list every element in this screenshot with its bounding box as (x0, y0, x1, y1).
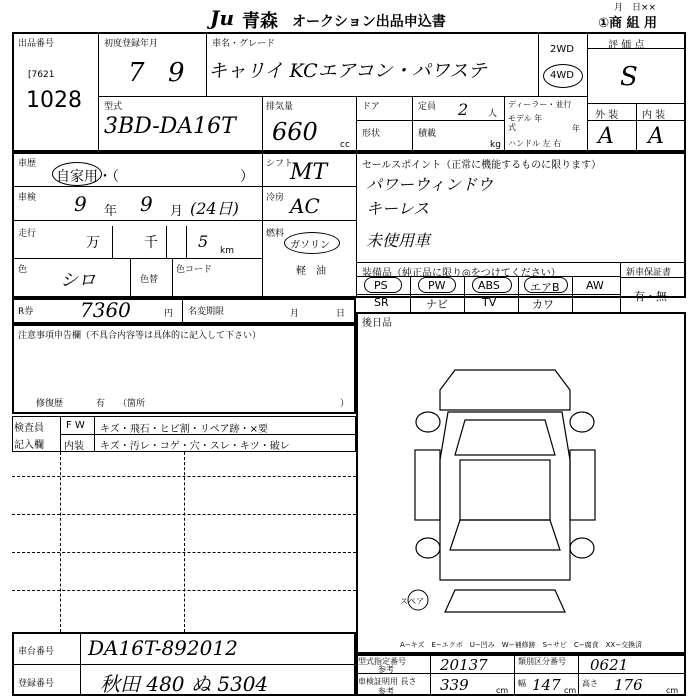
inspection-day: (24日) (190, 199, 239, 218)
form-title: オークション出品申込書 (292, 14, 446, 30)
interior-label: 内 装 (642, 110, 666, 121)
rear-right-wheel (570, 538, 594, 558)
cab-roof (460, 460, 550, 520)
windshield (455, 420, 555, 455)
length-unit: cm (496, 686, 509, 695)
name-change-day: 日 (336, 309, 346, 319)
sales-point-3: 未使用車 (366, 231, 431, 250)
fuel-diesel: 軽 油 (296, 266, 326, 277)
color-code-label: 色コード (176, 265, 213, 275)
brand-name: 青森 (242, 11, 278, 32)
rear-view-outline (445, 590, 565, 612)
model-year-unit: 年 (572, 124, 580, 133)
interior-row-label: 内装 (64, 441, 84, 452)
mileage-label: 走行 (18, 229, 37, 239)
plate-label: 登録番号 (18, 679, 55, 689)
equip-abs: ABS (478, 279, 500, 292)
dealer-label: ディーラー・並行 (508, 100, 572, 109)
notes-label: 注意事項申告欄（不具合内容等は具体的に記入して下さい） (18, 331, 262, 341)
history-value: 自家用・（ (56, 169, 119, 185)
model-year-label: モデル 年 式 (508, 114, 543, 132)
private-use-circle (52, 162, 102, 186)
color-label: 色 (18, 265, 28, 275)
color-change-label: 色替 (140, 275, 159, 285)
designation-value: 20137 (440, 656, 488, 674)
sales-point-2: キーレス (366, 199, 430, 218)
fw-label: F W (66, 420, 85, 431)
mileage-hundreds: 5 (198, 232, 209, 251)
fw-items: キズ・飛石・ヒビ割・リペア跡・×要 (100, 424, 268, 435)
capacity-label: 定員 (418, 102, 437, 112)
door-label: ドア (362, 102, 380, 112)
lot-label: 出品番号 (18, 39, 55, 49)
vehicle-name: キャリイ KCエアコン・パワステ (208, 60, 487, 82)
car-diagram (400, 350, 610, 620)
displacement-value: 660 (272, 118, 318, 146)
equipment-label: 装備品（純正品に限り◎をつけてください） (362, 268, 561, 279)
equip-airbag: エアB (530, 281, 560, 294)
equip-tv: TV (482, 296, 497, 309)
first-reg-label: 初度登録年月 (104, 39, 159, 49)
width-value: 147 (532, 676, 561, 694)
spare-label: スペア (400, 597, 424, 606)
shift-label: シフト (266, 159, 294, 169)
capacity-value: 2 (458, 100, 469, 119)
recycle-amount: 7360 (80, 298, 131, 322)
repair-label: 修復歴 (36, 399, 64, 409)
interior-score: A (648, 124, 664, 149)
displacement-label: 排気量 (266, 102, 294, 112)
warranty-value: 有・無 (634, 290, 667, 303)
history-label: 車歴 (18, 159, 37, 169)
equip-sr: SR (374, 296, 389, 309)
ju-logo: Ju (210, 6, 235, 30)
category-value: 0621 (590, 656, 629, 674)
recycle-yen: 円 (164, 309, 174, 319)
mileage-sen: 千 (144, 235, 158, 251)
eval-label: 評 価 点 (608, 40, 645, 51)
fuel-label: 燃料 (266, 229, 285, 239)
shape-label: 形状 (362, 129, 381, 139)
height-unit: cm (666, 686, 679, 695)
recycle-label: R券 (18, 307, 34, 317)
front-left-wheel (416, 412, 440, 432)
drive-2wd: 2WD (550, 44, 574, 55)
inspection-month-unit: 月 (170, 204, 184, 219)
fill-label: 記入欄 (14, 440, 44, 451)
color-value: シロ (60, 270, 96, 291)
left-side (415, 450, 440, 520)
equip-leather: カワ (532, 298, 554, 311)
load-label: 積載 (418, 129, 437, 139)
name-change-month: 月 (290, 309, 300, 319)
drive-4wd: 4WD (550, 70, 574, 81)
cc-unit: cc (340, 140, 350, 150)
exterior-score: A (598, 124, 614, 149)
category-label: 類別区分番号 (518, 657, 566, 666)
repair-close: ） (340, 399, 350, 409)
fuel-gas: ガソリン (290, 240, 330, 251)
equip-aw: AW (586, 279, 604, 292)
kg-unit: kg (490, 140, 501, 150)
height-value: 176 (614, 676, 643, 694)
repair-value: 有 (96, 399, 106, 409)
inspector-label: 検査員 (14, 423, 44, 434)
front-view-outline (440, 370, 570, 410)
copy-label: ①商 組 用 (598, 16, 658, 31)
width-label: 幅 (518, 679, 526, 688)
date-hint: 月 日×× (614, 3, 657, 13)
aircon-label: 冷房 (266, 193, 285, 203)
front-right-wheel (570, 412, 594, 432)
rear-window (450, 520, 560, 550)
inspection-year: 9 (74, 192, 87, 216)
handle-label: ハンドル 左 右 (508, 139, 562, 148)
equip-pw: PW (428, 279, 446, 292)
km-unit: km (220, 246, 234, 256)
name-change-label: 名変期限 (188, 307, 225, 317)
history-close: ） (240, 169, 254, 185)
aircon-value: AC (290, 194, 320, 218)
interior-items: キズ・汚レ・コゲ・穴・スレ・キツ・破レ (100, 441, 290, 452)
capacity-unit: 人 (488, 109, 498, 119)
repair-suffix: （箇所 (118, 399, 146, 409)
model-label: 型式 (104, 102, 123, 112)
model-value: 3BD-DA16T (104, 114, 236, 139)
plate-number: 秋田 480 ぬ 5304 (100, 672, 269, 696)
cert-label: 車検証明用 長さ (358, 677, 417, 686)
shift-value: MT (290, 160, 328, 185)
exterior-label: 外 装 (595, 110, 619, 121)
inspection-month: 9 (140, 192, 153, 216)
lot-small-number: [7621 (28, 70, 55, 80)
first-reg-year: 7 (128, 58, 145, 88)
inspection-year-unit: 年 (104, 204, 118, 219)
height-label: 高さ (582, 679, 598, 688)
width-unit: cm (564, 686, 577, 695)
equip-ps: PS (374, 279, 388, 292)
recycle-row (12, 298, 356, 324)
first-reg-month: 9 (168, 58, 185, 88)
equip-navi: ナビ (426, 298, 448, 311)
warranty-label: 新車保証書 (626, 268, 672, 278)
mileage-man: 万 (86, 235, 100, 251)
rear-left-wheel (416, 538, 440, 558)
rear-items-label: 後日品 (362, 318, 392, 329)
chassis-number: DA16T-892012 (88, 636, 238, 660)
chassis-label: 車台番号 (18, 647, 55, 657)
header (0, 0, 700, 32)
vehicle-name-label: 車名・グレード (212, 39, 276, 49)
designation-ref: 参考 (378, 665, 394, 674)
eval-score: S (620, 62, 638, 92)
cert-ref: 参考 (378, 687, 394, 696)
damage-legend: A−キズ E−エクボ U−凹み W−補修跡 S−サビ C−腐食 XX−交換済 (400, 641, 643, 649)
sales-point-1: パワーウィンドウ (366, 175, 494, 194)
inspection-label: 車検 (18, 193, 37, 203)
lot-number: 1028 (26, 88, 82, 113)
right-side (570, 450, 595, 520)
designation-label: 型式指定番号 (358, 657, 406, 666)
sales-points-label: セールスポイント（正常に機能するものに限ります） (362, 160, 602, 171)
length-value: 339 (440, 676, 469, 694)
